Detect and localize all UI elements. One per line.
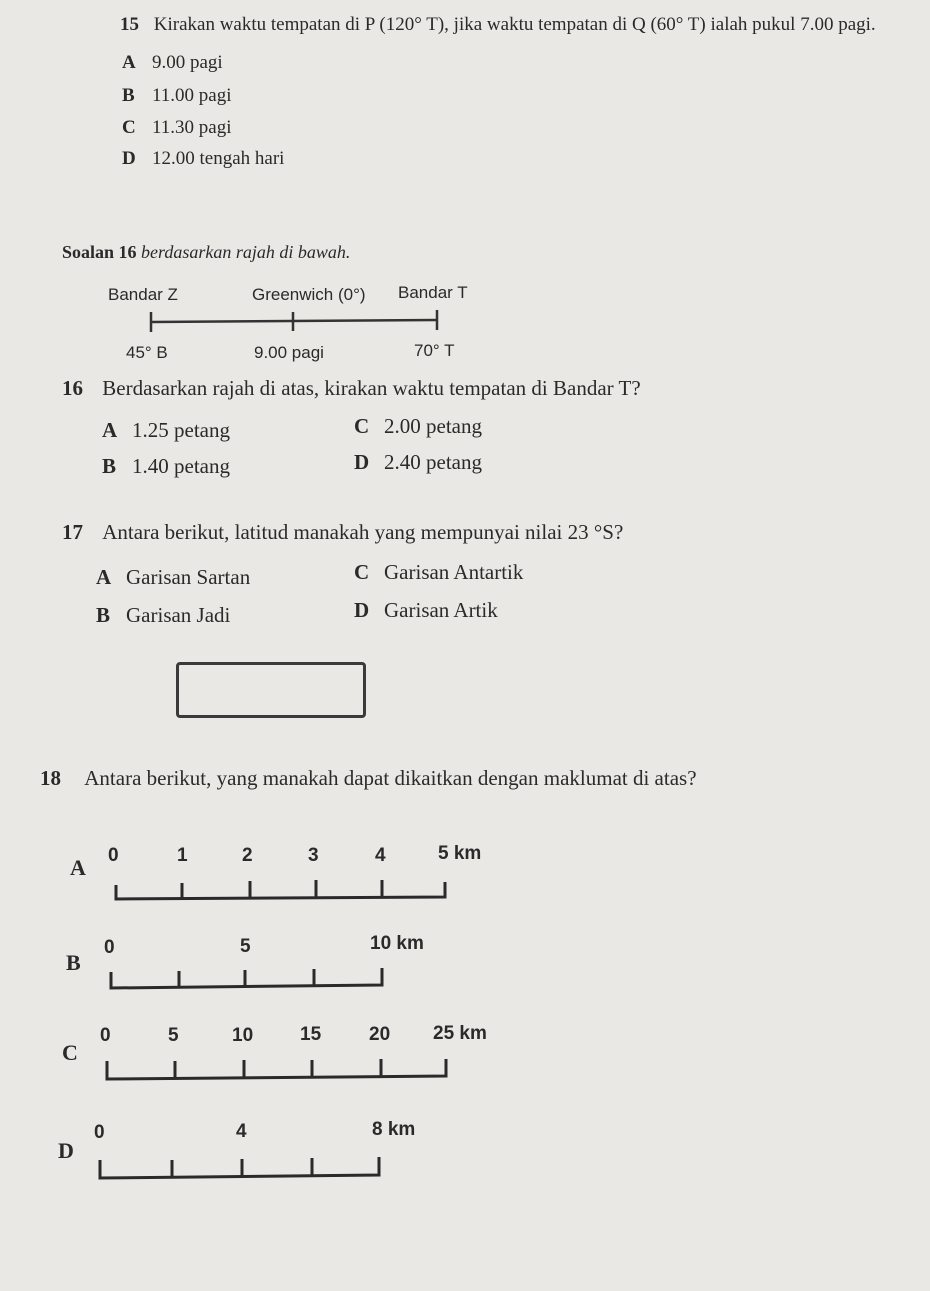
diagram-label-time: 9.00 pagi (254, 343, 324, 362)
scale-c-label-5: 25 km (433, 1023, 487, 1044)
scale-c-label-3: 15 (300, 1024, 322, 1045)
option-text: 1.40 petang (132, 454, 230, 478)
q17-option-d[interactable] (354, 598, 498, 623)
scale-d-bar (100, 1157, 379, 1178)
question-text: Kirakan waktu tempatan di P (120° T), jika waktu tempatan di Q (60° T) ialah pukul 7.00 pagi. (153, 14, 876, 35)
option-letter: D (354, 450, 370, 474)
scale-a-bar (116, 880, 445, 899)
option-text: 12.00 tengah hari (152, 148, 285, 169)
q18-option-b-letter[interactable]: B (66, 950, 81, 975)
option-letter: C (122, 117, 136, 138)
q18-option-d-letter[interactable]: D (58, 1138, 74, 1163)
scale-a-label-2: 2 (242, 845, 253, 866)
scale-b-label-2: 10 km (370, 933, 424, 954)
diagram-label-70t: 70° T (414, 341, 455, 360)
option-letter: C (354, 414, 370, 438)
option-text: Garisan Sartan (126, 565, 251, 589)
option-text: 11.00 pagi (152, 85, 232, 106)
instruction-bold: Soalan 16 (62, 242, 137, 262)
option-letter: D (354, 598, 370, 622)
option-text: Garisan Jadi (126, 603, 231, 627)
option-letter: C (354, 560, 370, 584)
diagram-label-bandar-z: Bandar Z (108, 285, 178, 304)
scale-d-label-1: 4 (236, 1121, 247, 1142)
q18-option-c-letter[interactable]: C (62, 1040, 78, 1065)
option-letter: D (122, 148, 136, 169)
question-18 (40, 766, 697, 791)
q17-option-c[interactable] (354, 560, 523, 585)
scale-b-bar (111, 968, 382, 988)
question-number: 17 (62, 520, 83, 544)
option-letter: B (96, 603, 111, 627)
question-number: 15 (120, 14, 139, 35)
option-text: Garisan Antartik (384, 560, 524, 584)
q16-option-d[interactable] (354, 450, 482, 475)
answer-box[interactable] (176, 662, 366, 718)
scale-c-label-4: 20 (369, 1024, 391, 1045)
instruction-italic: berdasarkan rajah di bawah. (136, 242, 351, 262)
q17-option-b[interactable] (96, 603, 230, 628)
scale-b-label-1: 5 (240, 936, 251, 957)
scale-a-label-3: 3 (308, 845, 319, 866)
question-16 (62, 376, 641, 401)
option-letter: A (102, 418, 118, 442)
longitude-diagram (151, 310, 437, 332)
q16-option-b[interactable] (102, 454, 230, 479)
scale-a-label-0: 0 (108, 845, 119, 866)
option-letter: B (122, 85, 135, 106)
question-text: Berdasarkan rajah di atas, kirakan waktu tempatan di Bandar T? (102, 376, 641, 400)
scale-a-label-1: 1 (177, 845, 188, 866)
scale-c-bar (107, 1059, 446, 1079)
option-text: 1.25 petang (132, 418, 230, 442)
option-text: 9.00 pagi (152, 52, 223, 73)
question-text: Antara berikut, latitud manakah yang mempunyai nilai 23 °S? (102, 520, 624, 544)
diagram-label-bandar-t: Bandar T (398, 283, 468, 302)
scale-c-label-2: 10 (232, 1025, 254, 1046)
scale-a-label-5: 5 km (438, 843, 482, 864)
option-text: 2.00 petang (384, 414, 482, 438)
option-letter: A (96, 565, 112, 589)
option-letter: A (122, 52, 136, 73)
option-text: 2.40 petang (384, 450, 482, 474)
option-text: 11.30 pagi (152, 117, 232, 138)
question-number: 16 (62, 376, 83, 400)
question-text: Antara berikut, yang manakah dapat dikaitkan dengan maklumat di atas? (84, 766, 697, 790)
scale-d-label-2: 8 km (372, 1119, 416, 1140)
option-letter: B (102, 454, 117, 478)
question-17 (62, 520, 623, 545)
scale-a-label-4: 4 (375, 845, 386, 866)
q16-option-c[interactable] (354, 414, 482, 439)
q16-option-a[interactable] (102, 418, 230, 443)
question-number: 18 (40, 766, 61, 790)
scale-d-label-0: 0 (94, 1122, 105, 1143)
diagram-label-greenwich: Greenwich (0°) (252, 285, 366, 304)
scale-c-label-1: 5 (168, 1025, 179, 1046)
scale-c-label-0: 0 (100, 1025, 111, 1046)
q18-option-a-letter[interactable]: A (70, 855, 86, 880)
option-text: Garisan Artik (384, 598, 498, 622)
q17-option-a[interactable] (96, 565, 250, 590)
diagram-label-45b: 45° B (126, 343, 168, 362)
scale-b-label-0: 0 (104, 937, 115, 958)
